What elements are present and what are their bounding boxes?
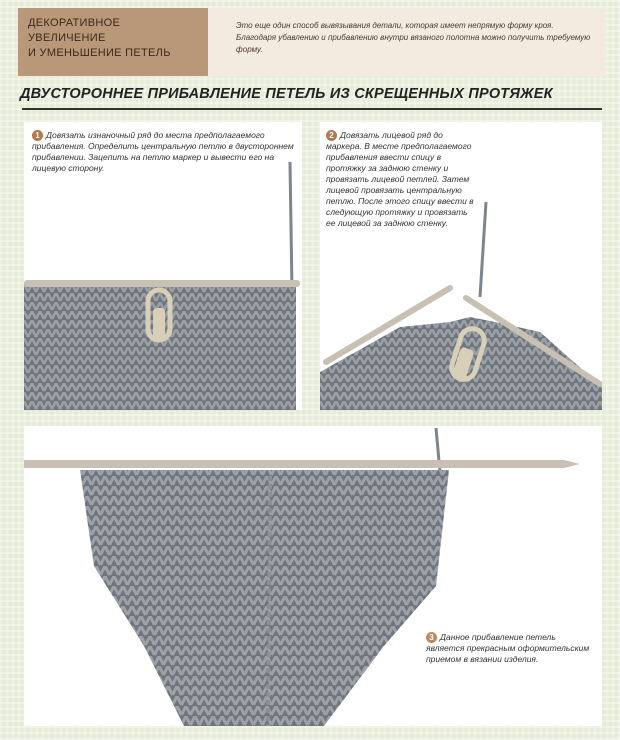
knitting-needle <box>24 460 580 468</box>
knitted-fabric <box>24 284 296 410</box>
step-2-text: Довязать лицевой ряд до маркера. В месте предполагаемого прибавления ввести спицу в протяжку за заднюю стенку и провязать лицевой петлей. Затем лицевой провязать центральную петлю. После этого спицу ввести в следующую протяжку и провязать ее лицевой за заднюю стенку. <box>326 130 474 228</box>
section-divider <box>22 108 602 110</box>
step-1-text: Довязать изнаночный ряд до места предполагаемого прибавления. Определить центральную петлю в двустороннем прибавлении. Зацепить на петлю маркер и вывести его на лицевую сторону. <box>32 130 294 173</box>
step-3-caption <box>426 632 594 665</box>
header-title-line: И УМЕНЬШЕНИЕ ПЕТЕЛЬ <box>28 47 171 59</box>
step-2-caption <box>326 130 476 229</box>
step-2-panel <box>320 122 602 410</box>
yarn-strand <box>290 162 292 290</box>
header-title <box>18 8 208 76</box>
step-1-panel <box>24 122 302 410</box>
knitted-fabric <box>80 470 449 726</box>
step-2-number: 2 <box>326 130 337 141</box>
header-title-line: УВЕЛИЧЕНИЕ <box>28 32 106 44</box>
step-3-number: 3 <box>426 632 437 643</box>
header-title-line: ДЕКОРАТИВНОЕ <box>28 17 121 29</box>
step-1-number: 1 <box>32 130 43 141</box>
header <box>18 8 606 76</box>
knitting-photo-step-1 <box>24 122 302 410</box>
step-3-text: Данное прибавление петель является прекрасным оформительским приемом в вязании изделия. <box>426 632 590 664</box>
step-3-panel <box>24 426 602 726</box>
section-title: ДВУСТОРОННЕЕ ПРИБАВЛЕНИЕ ПЕТЕЛЬ ИЗ СКРЕЩЕННЫХ ПРОТЯЖЕК <box>20 86 553 102</box>
header-intro: Это еще один способ вывязывания детали, которая имеет непрямую форму кроя. Благодаря убавлению и прибавлению внутри вязаного полотна можно получить требуемую форму. <box>208 8 606 76</box>
knitting-photo-step-3 <box>24 426 602 726</box>
yarn-strand <box>480 202 486 297</box>
knitting-needle <box>24 280 300 287</box>
